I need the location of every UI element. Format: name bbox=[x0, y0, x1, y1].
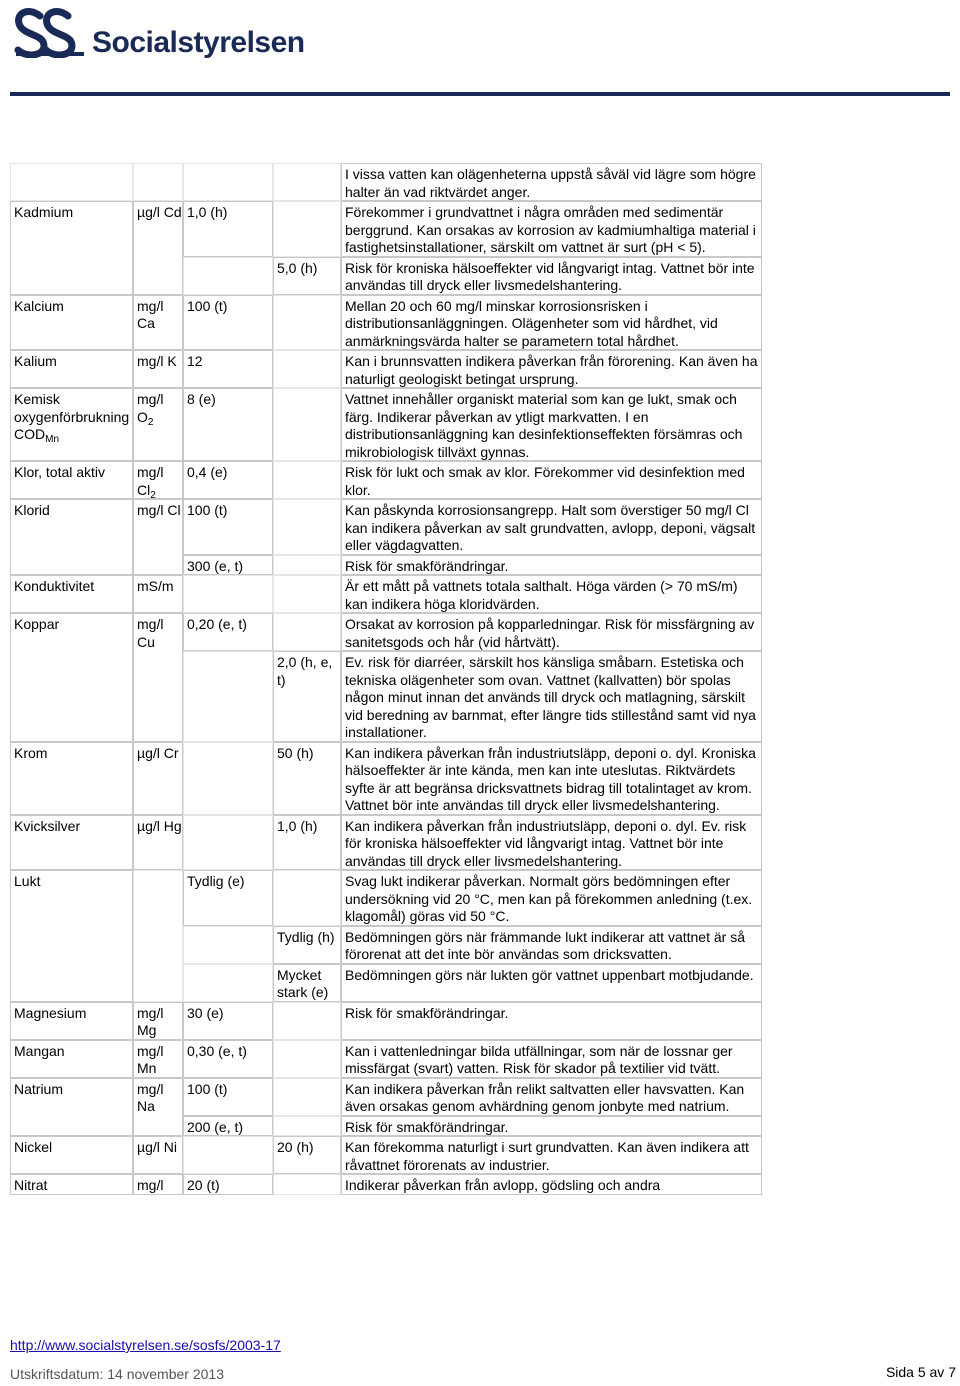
cell-text: Magnesium bbox=[14, 1004, 87, 1021]
table-cell bbox=[341, 257, 762, 295]
table-cell bbox=[10, 815, 133, 871]
brand-name: Socialstyrelsen bbox=[92, 26, 305, 59]
cell-text: Klor, total aktiv bbox=[14, 464, 106, 480]
table-cell bbox=[183, 555, 273, 576]
cell-text: Orsakat av korrosion på kopparledningar. Risk för missfärgning av sanitetsgods och hår (vid hårtvätt). bbox=[345, 616, 755, 650]
table-cell bbox=[183, 1116, 273, 1137]
cell-text: Kalium bbox=[14, 353, 57, 369]
cell-text: 30 (e) bbox=[187, 1004, 224, 1021]
cell-text: Kalcium bbox=[14, 297, 64, 314]
table-cell bbox=[341, 163, 762, 201]
table-cell bbox=[183, 499, 273, 555]
table-row bbox=[10, 1174, 762, 1195]
table-cell bbox=[341, 964, 762, 1002]
cell-text: mg/l Mn bbox=[137, 1042, 164, 1076]
cell-text: 5,0 (h) bbox=[277, 259, 318, 276]
cell-text: µg/l Ni bbox=[137, 1139, 177, 1155]
cell-text: Kan indikera påverkan från relikt saltvatten eller havsvatten. Kan även orsakas genom avhärdning genom jonbyte med natrium. bbox=[345, 1080, 745, 1114]
cell-text: Lukt bbox=[14, 873, 41, 889]
table-cell bbox=[133, 870, 183, 1002]
table-cell bbox=[273, 1136, 341, 1174]
table-cell bbox=[341, 1116, 762, 1137]
cell-text: Konduktivitet bbox=[14, 578, 95, 594]
cell-text: 300 (e, t) bbox=[187, 557, 244, 574]
parameter-table-container bbox=[10, 163, 762, 1323]
cell-text: Mycket stark (e) bbox=[277, 966, 329, 1000]
table-cell bbox=[341, 1040, 762, 1078]
cell-text: Ev. risk för diarréer, särskilt hos känsliga småbarn. Estetiska och tekniska olägenheter som ovan. Vattnet (kallvatten) bör spolas någon minut innan det används till dryck och matlagning, särskilt vid beredning av barnmat, efter längre tids stillestånd samt vid nya installationer. bbox=[345, 654, 756, 740]
table-cell bbox=[273, 257, 341, 295]
table-row bbox=[10, 201, 762, 257]
table-cell bbox=[183, 815, 273, 871]
cell-text: mg/l O bbox=[137, 391, 164, 425]
table-cell bbox=[273, 575, 341, 613]
table-row bbox=[10, 499, 762, 555]
table-cell bbox=[273, 870, 341, 926]
table-row bbox=[10, 163, 762, 201]
table-row bbox=[10, 1002, 762, 1040]
cell-text: 100 (t) bbox=[187, 1080, 228, 1097]
table-cell bbox=[273, 742, 341, 815]
table-cell bbox=[133, 461, 183, 499]
table-cell bbox=[10, 201, 133, 295]
parameter-table-body bbox=[10, 163, 762, 1195]
cell-text: I vissa vatten kan olägenheterna uppstå såväl vid lägre som högre halter än vad riktvärdet anger. bbox=[345, 166, 756, 200]
table-cell bbox=[183, 742, 273, 815]
table-cell bbox=[10, 1002, 133, 1040]
table-row bbox=[10, 1040, 762, 1078]
cell-text: Tydlig (e) bbox=[187, 873, 245, 889]
table-cell bbox=[341, 201, 762, 257]
cell-text: 20 (h) bbox=[277, 1139, 314, 1155]
cell-text: 100 (t) bbox=[187, 297, 228, 314]
table-cell bbox=[10, 163, 133, 201]
cell-text: mg/l Cl bbox=[137, 502, 181, 518]
table-cell bbox=[341, 575, 762, 613]
table-cell bbox=[273, 201, 341, 257]
table-cell bbox=[341, 742, 762, 815]
cell-text: 200 (e, t) bbox=[187, 1118, 244, 1135]
table-cell bbox=[10, 350, 133, 388]
cell-text: Kan indikera påverkan från industriutsläpp, deponi o. dyl. Kroniska hälsoeffekter är inte kända, men kan inte uteslutas. Riktvärdets syfte är att begränsa dricksvattnets bidrag till totalintaget av krom. Vattnet bör inte användas till dryck eller livsmedelshantering. bbox=[345, 744, 756, 813]
table-cell bbox=[133, 815, 183, 871]
cell-text: 0,4 (e) bbox=[187, 464, 228, 480]
header bbox=[10, 6, 950, 96]
table-cell bbox=[341, 815, 762, 871]
table-cell bbox=[273, 1040, 341, 1078]
table-row bbox=[10, 461, 762, 499]
table-cell bbox=[341, 1136, 762, 1174]
cell-text: Är ett mått på vattnets totala salthalt. Höga värden (> 70 mS/m) kan indikera höga kloridvärden. bbox=[345, 578, 738, 612]
table-cell bbox=[341, 461, 762, 499]
table-cell bbox=[341, 555, 762, 576]
table-row bbox=[10, 742, 762, 815]
cell-text: Risk för lukt och smak av klor. Förekommer vid desinfektion med klor. bbox=[345, 464, 745, 498]
table-cell bbox=[273, 499, 341, 555]
table-cell bbox=[133, 613, 183, 742]
cell-text: mg/l Cl bbox=[137, 464, 164, 498]
table-row bbox=[10, 388, 762, 461]
cell-text: µg/l Hg bbox=[137, 817, 182, 834]
table-cell bbox=[10, 461, 133, 499]
table-cell bbox=[183, 350, 273, 388]
cell-text: Krom bbox=[14, 744, 48, 761]
table-cell bbox=[341, 651, 762, 742]
socialstyrelsen-logo-icon bbox=[10, 6, 90, 58]
table-cell bbox=[341, 499, 762, 555]
cell-text: 1,0 (h) bbox=[277, 817, 318, 834]
table-cell bbox=[10, 575, 133, 613]
cell-text: Kan påskynda korrosionsangrepp. Halt som överstiger 50 mg/l Cl kan indikera påverkan av salt grundvatten, avlopp, deponi, vägsalt eller vägdagvatten. bbox=[345, 502, 756, 553]
cell-text: Kemisk oxygenförbrukning COD bbox=[14, 391, 130, 442]
table-cell bbox=[341, 613, 762, 651]
footer-url-link[interactable]: http://www.socialstyrelsen.se/sosfs/2003-17 bbox=[10, 1337, 281, 1353]
cell-text: Risk för smakförändringar. bbox=[345, 557, 509, 574]
table-cell bbox=[341, 926, 762, 964]
cell-text: Kan indikera påverkan från industriutsläpp, deponi o. dyl. Ev. risk för kroniska hälsoeffekter vid långvarigt intag. Vattnet bör inte användas till dryck eller livsmedelshantering. bbox=[345, 817, 747, 869]
table-cell bbox=[273, 555, 341, 576]
table-cell bbox=[133, 499, 183, 575]
table-cell bbox=[341, 1078, 762, 1116]
cell-text: Mellan 20 och 60 mg/l minskar korrosionsrisken i distributionsanläggningen. Olägenheter som vid hårdhet, vid anmärkningsvärda halter se parametern total hårdhet. bbox=[345, 297, 718, 349]
table-cell bbox=[273, 964, 341, 1002]
cell-text: 0,20 (e, t) bbox=[187, 616, 247, 632]
cell-text: Vattnet innehåller organiskt material som kan ge lukt, smak och färg. Indikerar påverkan av ytligt markvatten. I en distributionsanläggning kan desinfektionseffekten försämras och mikrobiologisk tillväxt gynnas. bbox=[345, 391, 743, 460]
table-cell bbox=[10, 1136, 133, 1174]
table-cell bbox=[133, 295, 183, 351]
parameter-table bbox=[10, 163, 762, 1195]
table-cell bbox=[183, 257, 273, 295]
cell-text: µg/l Cd bbox=[137, 204, 182, 220]
table-cell bbox=[183, 613, 273, 651]
table-cell bbox=[273, 1078, 341, 1116]
table-cell bbox=[183, 1002, 273, 1040]
table-cell bbox=[273, 651, 341, 742]
cell-text: Kan i brunnsvatten indikera påverkan från förorening. Kan även ha naturligt geologiskt betingat ursprung. bbox=[345, 353, 758, 387]
table-cell bbox=[133, 1002, 183, 1040]
cell-text: mg/l Cu bbox=[137, 616, 164, 650]
table-cell bbox=[273, 350, 341, 388]
table-cell bbox=[341, 1002, 762, 1040]
table-cell bbox=[133, 1040, 183, 1078]
cell-text: 100 (t) bbox=[187, 502, 228, 518]
cell-text: Bedömningen görs när främmande lukt indikerar att vattnet är så förorenat att det inte bör användas som dricksvatten. bbox=[345, 928, 745, 962]
cell-text: 1,0 (h) bbox=[187, 204, 228, 220]
table-cell bbox=[10, 1078, 133, 1137]
cell-text: Klorid bbox=[14, 502, 50, 518]
table-cell bbox=[10, 388, 133, 461]
cell-text: 0,30 (e, t) bbox=[187, 1042, 247, 1059]
cell-text: Indikerar påverkan från avlopp, gödsling och andra bbox=[345, 1177, 661, 1193]
header-rule bbox=[10, 92, 950, 96]
cell-text: Kan i vattenledningar bilda utfällningar, som när de lossnar ger missfärgat (svart) vatten. Risk för skador på textilier vid tvätt. bbox=[345, 1042, 733, 1076]
table-cell bbox=[10, 870, 133, 1002]
cell-subscript: 2 bbox=[147, 416, 154, 428]
cell-text: Risk för kroniska hälsoeffekter vid långvarigt intag. Vattnet bör inte användas till dryck eller livsmedelshantering. bbox=[345, 259, 755, 293]
table-cell bbox=[183, 651, 273, 742]
table-row bbox=[10, 1136, 762, 1174]
cell-text: mS/m bbox=[137, 578, 174, 594]
cell-text: Nickel bbox=[14, 1139, 53, 1155]
cell-text: mg/l Na bbox=[137, 1080, 164, 1114]
table-cell bbox=[183, 575, 273, 613]
cell-text: Förekommer i grundvattnet i några områden med sedimentär berggrund. Kan orsakas av korrosion av kadmiumhaltiga material i fastighetsinstallationer, särskilt om vattnet är surt (pH < 5). bbox=[345, 204, 756, 255]
table-cell bbox=[341, 1174, 762, 1195]
table-row bbox=[10, 575, 762, 613]
table-cell bbox=[273, 1174, 341, 1195]
cell-subscript: Mn bbox=[45, 434, 60, 445]
table-cell bbox=[133, 350, 183, 388]
table-cell bbox=[183, 1078, 273, 1116]
table-row bbox=[10, 295, 762, 351]
table-cell bbox=[10, 295, 133, 351]
cell-text: Svag lukt indikerar påverkan. Normalt görs bedömningen efter undersökning vid 20 °C, men kan på förekommen anledning (t.ex. klagomål) göras vid 50 °C. bbox=[345, 873, 753, 924]
cell-text: mg/l K bbox=[137, 353, 177, 369]
table-cell bbox=[183, 1174, 273, 1195]
table-cell bbox=[10, 1040, 133, 1078]
table-row bbox=[10, 815, 762, 871]
table-cell bbox=[183, 1040, 273, 1078]
table-cell bbox=[341, 388, 762, 461]
cell-text: Mangan bbox=[14, 1042, 65, 1059]
table-cell bbox=[183, 461, 273, 499]
cell-text: 12 bbox=[187, 353, 203, 369]
cell-text: 8 (e) bbox=[187, 391, 216, 407]
cell-text: µg/l Cr bbox=[137, 744, 179, 761]
table-cell bbox=[10, 613, 133, 742]
cell-text: Natrium bbox=[14, 1080, 64, 1097]
table-cell bbox=[341, 295, 762, 351]
table-cell bbox=[133, 388, 183, 461]
cell-text: Kvicksilver bbox=[14, 817, 81, 834]
cell-text: Nitrat bbox=[14, 1177, 48, 1193]
cell-text: 2,0 (h, e, t) bbox=[277, 654, 333, 688]
table-cell bbox=[10, 742, 133, 815]
table-cell bbox=[273, 613, 341, 651]
cell-text: Kadmium bbox=[14, 204, 74, 220]
cell-text: mg/l Mg bbox=[137, 1004, 164, 1038]
table-cell bbox=[273, 461, 341, 499]
cell-text: 20 (t) bbox=[187, 1177, 220, 1193]
table-cell bbox=[183, 964, 273, 1002]
table-cell bbox=[273, 1116, 341, 1137]
table-row bbox=[10, 1078, 762, 1116]
cell-text: mg/l bbox=[137, 1177, 164, 1193]
cell-text: Risk för smakförändringar. bbox=[345, 1118, 509, 1135]
cell-text: Kan förekomma naturligt i surt grundvatten. Kan även indikera att råvattnet förorenats av industrier. bbox=[345, 1139, 749, 1173]
table-cell bbox=[133, 742, 183, 815]
table-cell bbox=[273, 388, 341, 461]
cell-text: mg/l Ca bbox=[137, 297, 164, 331]
table-cell bbox=[10, 499, 133, 575]
table-cell bbox=[273, 815, 341, 871]
table-cell bbox=[341, 870, 762, 926]
cell-subscript: 2 bbox=[150, 489, 156, 501]
table-cell bbox=[273, 163, 341, 201]
table-cell bbox=[183, 1136, 273, 1174]
table-cell bbox=[341, 350, 762, 388]
table-cell bbox=[273, 1002, 341, 1040]
cell-text: 50 (h) bbox=[277, 744, 314, 761]
cell-text: Koppar bbox=[14, 616, 60, 632]
table-cell bbox=[10, 1174, 133, 1195]
table-cell bbox=[133, 201, 183, 295]
table-row bbox=[10, 613, 762, 651]
cell-text: Bedömningen görs när lukten gör vattnet uppenbart motbjudande. bbox=[345, 966, 754, 983]
table-cell bbox=[133, 575, 183, 613]
print-date: Utskriftsdatum: 14 november 2013 bbox=[10, 1366, 224, 1382]
table-row bbox=[10, 350, 762, 388]
table-cell bbox=[273, 926, 341, 964]
cell-text: Risk för smakförändringar. bbox=[345, 1004, 509, 1021]
table-cell bbox=[183, 870, 273, 926]
table-cell bbox=[133, 163, 183, 201]
table-cell bbox=[273, 295, 341, 351]
page-number: Sida 5 av 7 bbox=[885, 1364, 956, 1380]
table-cell bbox=[183, 295, 273, 351]
table-cell bbox=[183, 926, 273, 964]
table-cell bbox=[133, 1136, 183, 1174]
table-cell bbox=[183, 388, 273, 461]
table-cell bbox=[183, 201, 273, 257]
table-cell bbox=[183, 163, 273, 201]
table-cell bbox=[133, 1174, 183, 1195]
cell-text: Tydlig (h) bbox=[277, 928, 335, 945]
table-cell bbox=[133, 1078, 183, 1137]
table-row bbox=[10, 870, 762, 926]
